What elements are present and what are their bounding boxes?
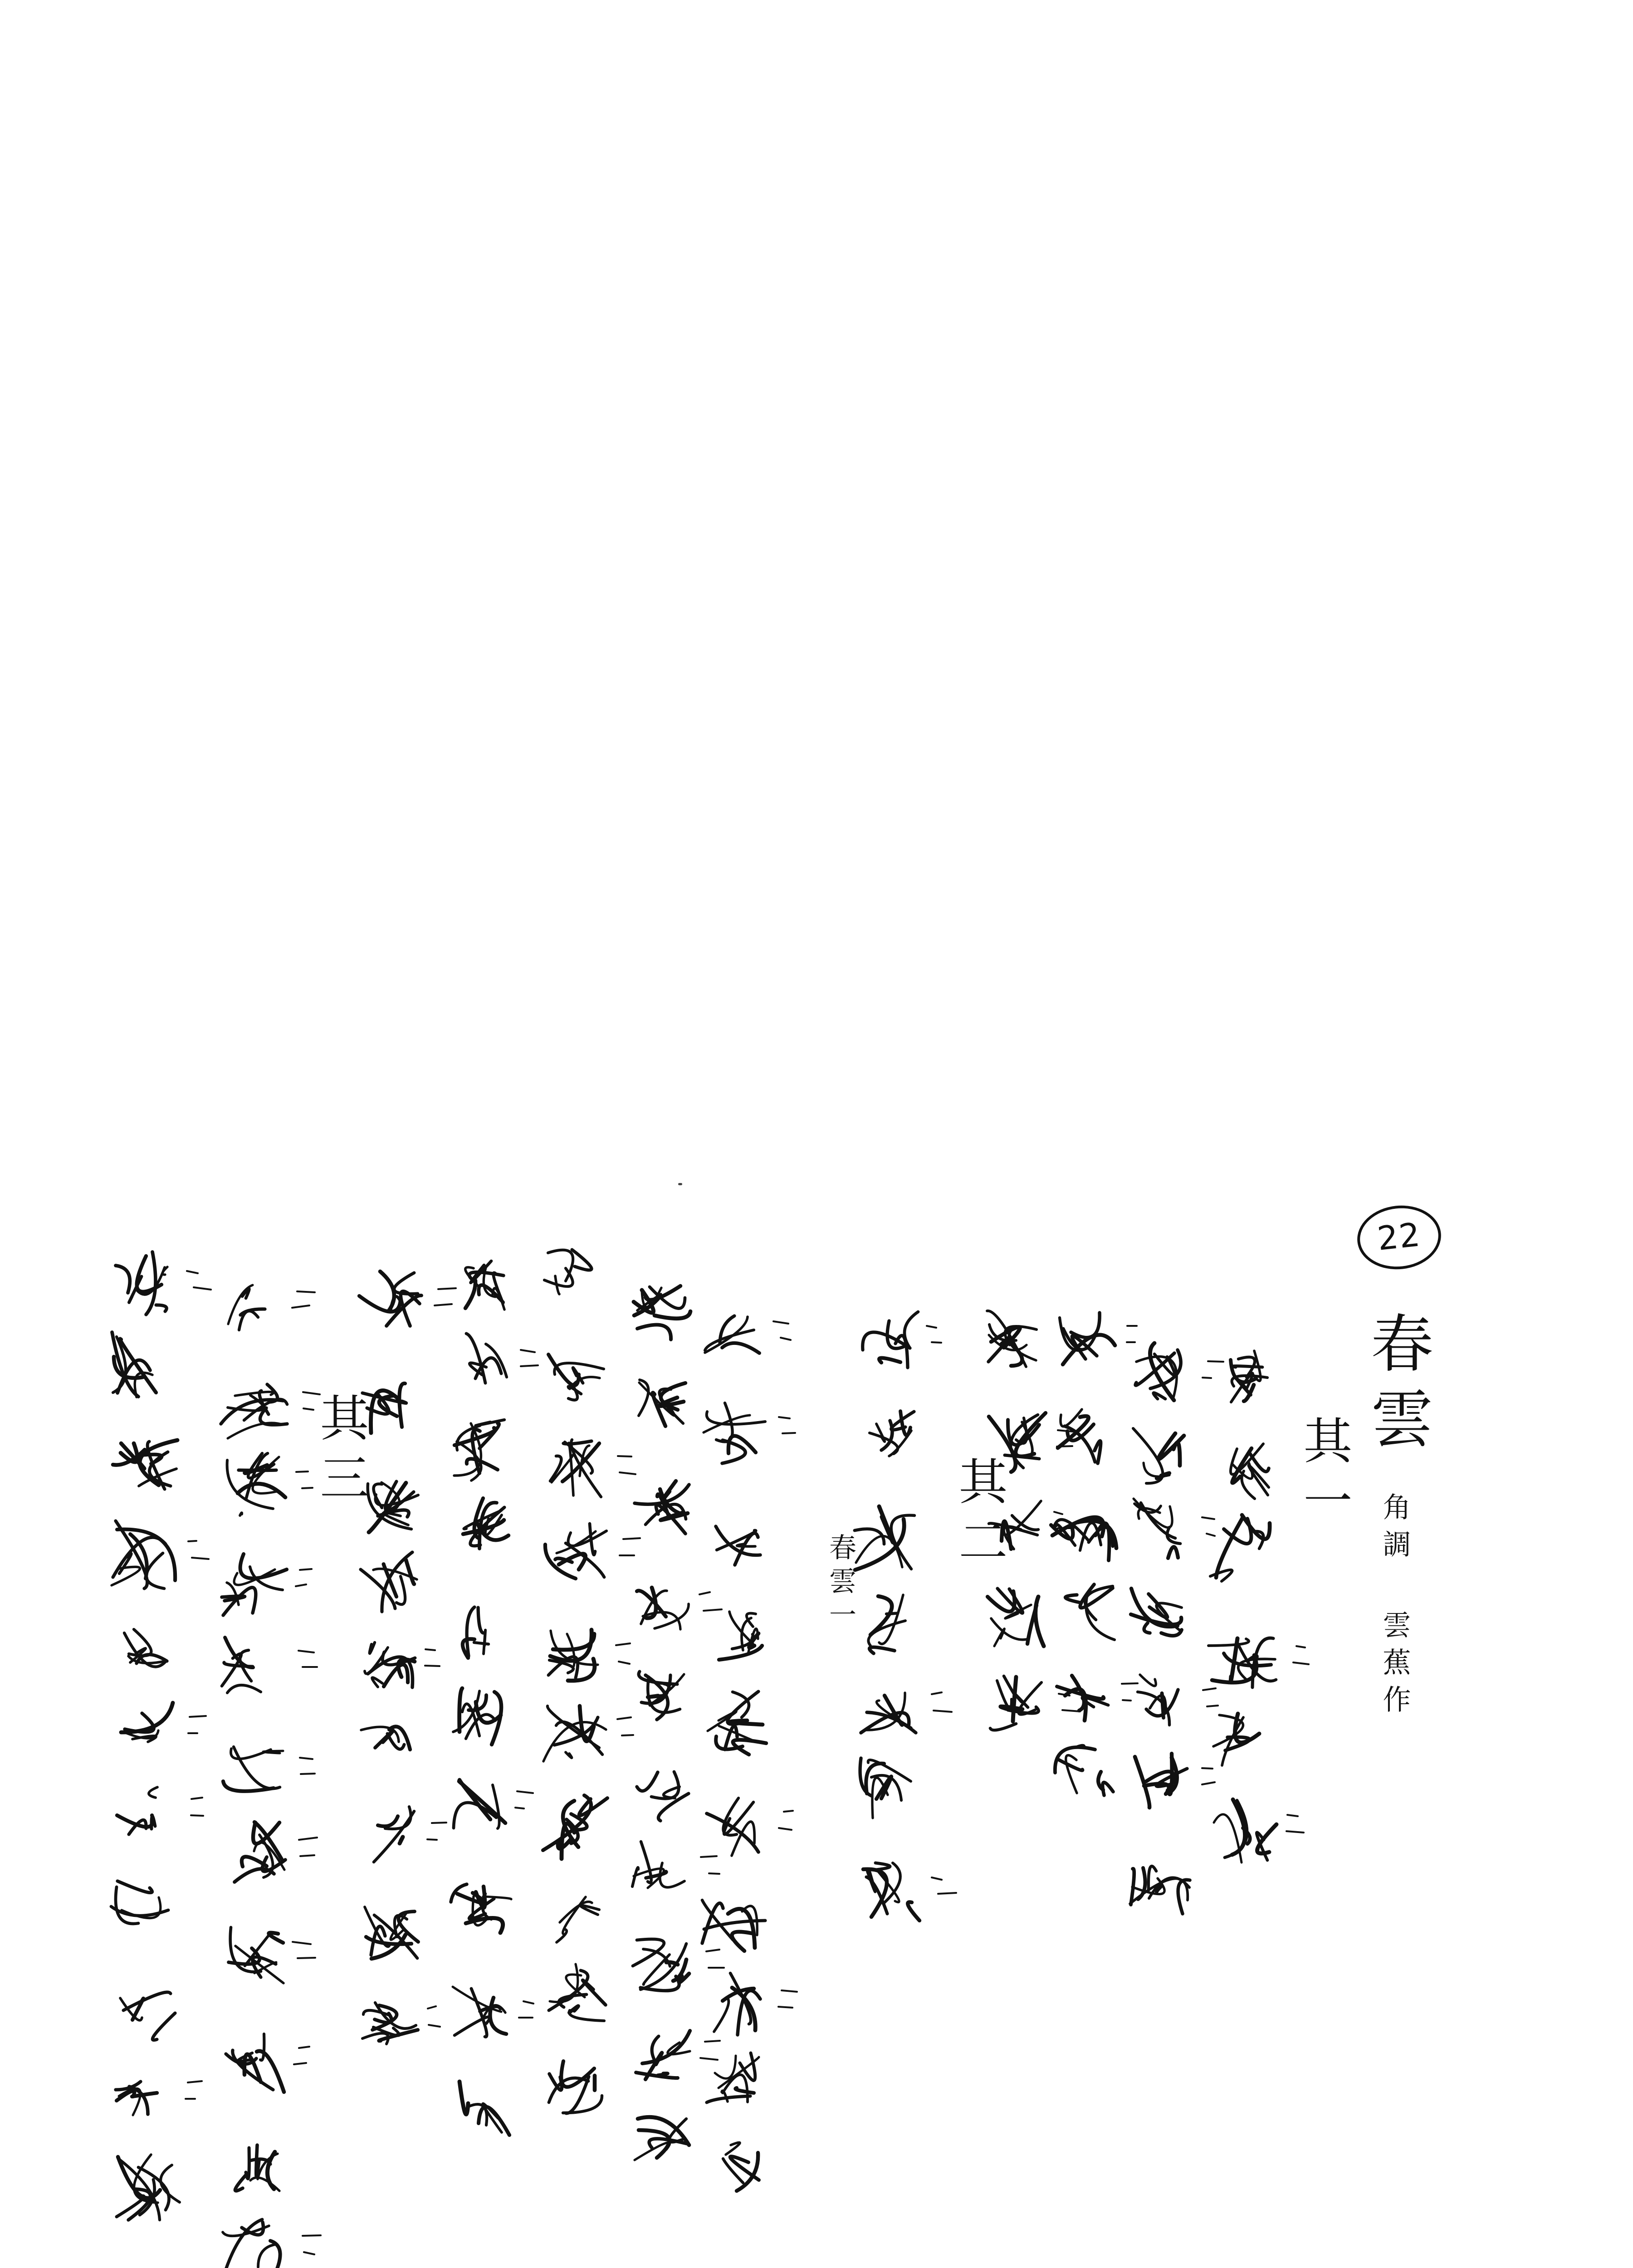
tablature-glyph <box>454 1420 504 1481</box>
tablature-glyph <box>861 1692 952 1733</box>
tablature-glyph <box>636 2031 720 2079</box>
tablature-glyph <box>1055 1745 1113 1795</box>
tablature-glyph <box>453 1688 501 1745</box>
tablature-glyph <box>543 1795 607 1859</box>
tablature-glyph <box>466 1334 538 1383</box>
tablature-glyph <box>550 1440 636 1497</box>
tablature-glyph <box>1231 1444 1269 1499</box>
tablature-glyph <box>453 1987 533 2037</box>
tablature-glyph <box>990 1676 1080 1730</box>
tablature-glyph <box>365 1907 418 1959</box>
tablature-glyph <box>1210 1515 1270 1581</box>
tablature-glyph <box>361 1726 410 1750</box>
tablature-glyph <box>705 1316 791 1353</box>
tablature-glyph <box>1051 1517 1116 1560</box>
tablature-glyph <box>1131 1589 1182 1636</box>
tablature-glyph <box>1057 1676 1138 1721</box>
tablature-glyph <box>1213 1714 1259 1765</box>
tablature-glyph <box>544 1250 592 1294</box>
tablature-glyph <box>362 1383 406 1433</box>
tablature-glyph <box>1138 1675 1218 1725</box>
tablature-glyph <box>633 1939 724 1991</box>
tablature-glyph <box>1214 1799 1304 1862</box>
tablature-glyph <box>637 1772 689 1821</box>
tablature-glyph <box>120 1992 175 2040</box>
tablature-glyph <box>465 1261 504 1310</box>
tablature-glyph <box>117 1787 203 1834</box>
tablature-glyph <box>365 1642 440 1687</box>
tablature-glyph <box>223 1747 315 1791</box>
section-heading-2: 其二 <box>950 1456 1007 1576</box>
tablature-glyph <box>1135 1343 1223 1400</box>
tablature-glyph <box>116 2081 202 2115</box>
tablature-glyph <box>229 1927 315 1983</box>
mode-note: 角調 <box>1378 1492 1411 1567</box>
tablature-glyph <box>117 2155 180 2220</box>
tablature-glyph <box>451 1884 511 1933</box>
tablature-glyph <box>1066 1584 1115 1640</box>
tablature-glyph <box>543 1706 633 1761</box>
tablature-glyph <box>460 2082 509 2135</box>
tablature-glyph <box>714 1973 797 2035</box>
tablature-glyph <box>463 1607 489 1658</box>
tablature-glyph <box>368 1481 418 1532</box>
section-heading-3: 其三 <box>312 1393 368 1512</box>
tablature-glyph <box>868 1595 905 1653</box>
author-note: 雲蕉作 <box>1378 1610 1411 1722</box>
tablature-glyph <box>632 1842 719 1888</box>
tablature-glyph <box>634 1286 690 1339</box>
tablature-glyph <box>222 1554 312 1615</box>
tablature-glyph <box>987 1311 1037 1367</box>
tablature-glyph <box>1208 1638 1309 1687</box>
tablature-glyph <box>855 1506 914 1570</box>
tablature-glyph <box>548 1630 630 1681</box>
tablature-glyph <box>1134 1499 1215 1558</box>
tablature-glyph <box>639 1672 684 1720</box>
tablature-glyph <box>121 1703 206 1742</box>
tablature-glyph <box>707 1798 793 1856</box>
tablature-glyph <box>637 1588 722 1629</box>
tablature-glyph <box>870 1411 914 1456</box>
tablature-glyph <box>463 1498 508 1549</box>
margin-caption: 春雲一 <box>825 1533 856 1634</box>
tablature-glyph <box>708 1691 766 1755</box>
tablature-glyph <box>454 1780 533 1828</box>
section-heading-1: 其一 <box>1295 1415 1352 1535</box>
tablature-glyph <box>702 1900 765 1951</box>
tablature-glyph <box>549 1964 606 2021</box>
tablature-glyph <box>1231 1351 1267 1402</box>
tablature-glyph <box>988 1589 1044 1646</box>
tablature-glyph <box>124 1629 167 1667</box>
tablature-glyph <box>723 2142 759 2191</box>
tablature-glyph <box>221 1384 320 1438</box>
tablature-glyph <box>361 1552 417 1612</box>
tablature-glyph <box>639 1380 685 1426</box>
tablature-glyph <box>635 2117 689 2160</box>
tablature-glyph <box>719 1612 762 1660</box>
tablature-glyph <box>1060 1313 1137 1364</box>
tablature-glyph <box>863 1863 956 1921</box>
tablature-glyph <box>716 1526 760 1565</box>
tablature-glyph <box>374 1807 446 1862</box>
tablature-glyph <box>362 2003 440 2044</box>
tablature-glyph <box>222 1637 317 1693</box>
tablature-glyph <box>704 1403 795 1463</box>
tablature-glyph <box>116 1252 211 1315</box>
tablature-glyph <box>989 1501 1074 1549</box>
tablature-glyph <box>860 1758 911 1818</box>
page-number: 22 <box>1354 1202 1444 1274</box>
tablature-glyph <box>548 1354 604 1400</box>
tablature-glyph <box>223 2219 321 2268</box>
tablature-glyph <box>557 1897 599 1942</box>
tablature-glyph <box>112 1521 209 1589</box>
tablature-glyph <box>235 1822 317 1882</box>
tablature-glyph <box>113 1440 177 1489</box>
tablature-glyph <box>545 1524 640 1579</box>
tablature-glyph <box>549 2061 602 2113</box>
tablature-glyph <box>228 1285 315 1330</box>
tablature-glyph <box>707 2053 759 2102</box>
tablature-glyph <box>111 1881 168 1924</box>
piece-title: 春雲 <box>1360 1311 1433 1461</box>
tablature-glyph <box>1130 1866 1190 1914</box>
tablature-glyph <box>359 1271 456 1326</box>
tablature-glyph <box>1133 1428 1184 1483</box>
tablature-glyph <box>1135 1754 1215 1808</box>
tablature-glyph <box>635 1481 689 1534</box>
tablature-glyph <box>226 2034 309 2092</box>
tablature-glyph <box>235 2145 279 2191</box>
tablature-glyph <box>1058 1409 1101 1463</box>
tablature-glyph <box>112 1332 156 1397</box>
tablature-glyph <box>863 1312 941 1368</box>
tablature-glyph <box>227 1453 313 1515</box>
